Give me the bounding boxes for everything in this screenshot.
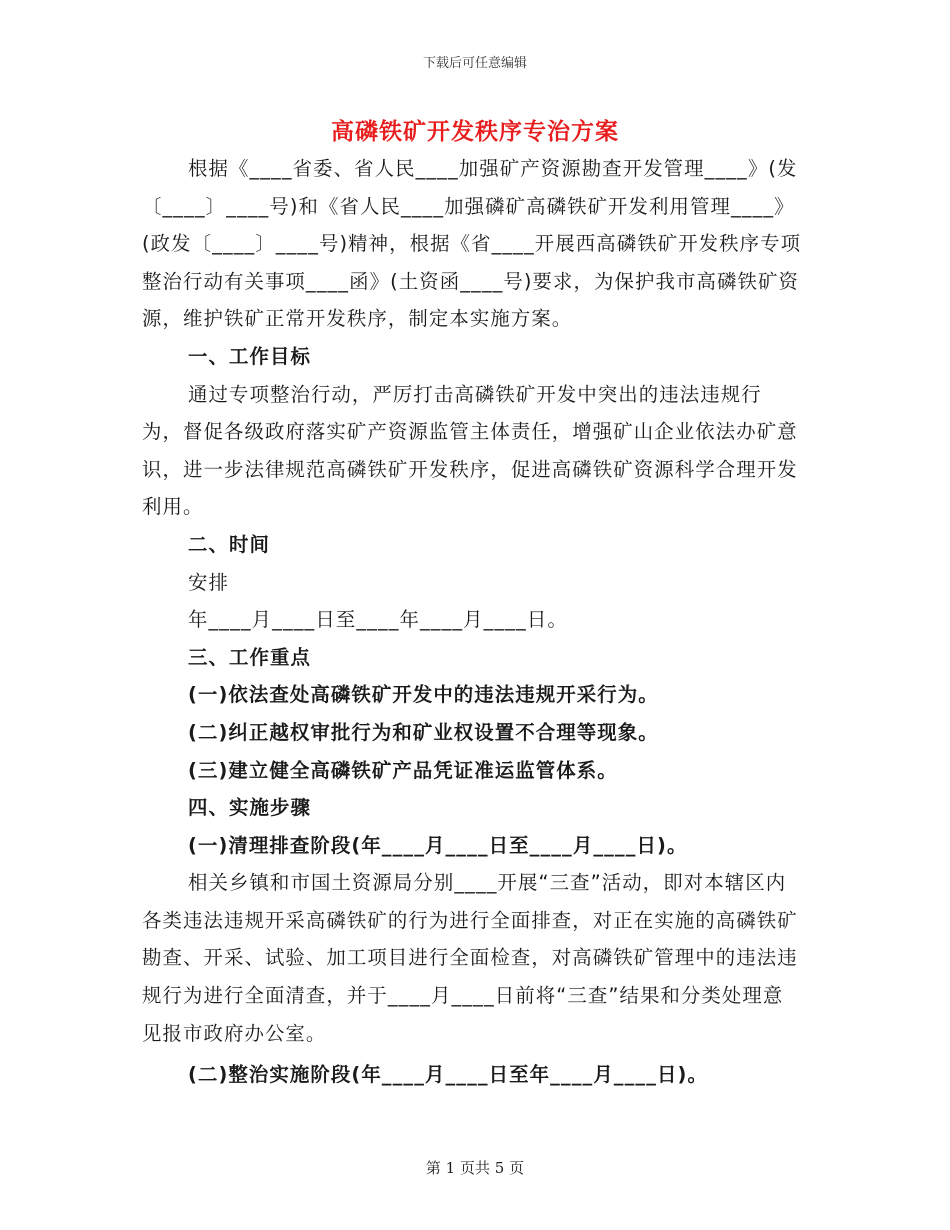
step-1-heading: (一)清理排查阶段(年____月____日至____月____日)。 [188,833,688,857]
section-heading-focus: 三、工作重点 [188,645,311,669]
document-body [142,150,802,1094]
focus-item-3: (三)建立健全高磷铁矿产品凭证准运监管体系。 [188,758,618,782]
page-header: 下载后可任意编辑 [422,56,527,71]
goals-paragraph: 通过专项整治行动，严厉打击高磷铁矿开发中突出的违法违规行为，督促各级政府落实矿产资源监管主体责任，增强矿山企业依法办矿意识，进一步法律规范高磷铁矿开发秩序，促进高磷铁矿资源科学合理开发利用。 [142,382,798,519]
section-heading-goals: 一、工作目标 [188,344,311,368]
step-2-heading: (二)整治实施阶段(年____月____日至年____月____日)。 [188,1063,708,1087]
focus-item-1: (一)依法查处高磷铁矿开发中的违法违规开采行为。 [188,683,659,707]
focus-item-2: (二)纠正越权审批行为和矿业权设置不合理等现象。 [188,720,659,744]
section-heading-steps: 四、实施步骤 [188,796,311,820]
time-label: 安排 [188,570,229,594]
page-footer: 第 1 页共 5 页 [425,1159,525,1177]
step-1-paragraph: 相关乡镇和市国土资源局分别____开展“三查”活动，即对本辖区内各类违法违规开采高磷铁矿的行为进行全面排查，对正在实施的高磷铁矿勘查、开采、试验、加工项目进行全面检查，对高磷铁矿管理中的违法违规行为进行全面清查，并于____月____日前将“三查”结果和分类处理意见报市政府办公室。 [142,871,798,1045]
document-title: 高磷铁矿开发秩序专治方案 [331,118,619,145]
section-heading-time: 二、时间 [188,532,270,556]
intro-paragraph: 根据《____省委、省人民____加强矿产资源勘查开发管理____》(发〔____〕____号)和《省人民____加强磷矿高磷铁矿开发利用管理____》(政发〔____〕____号)精神，根据《省____开展西高磷铁矿开发秩序专项整治行动有关事项____函》(土资函____号)要求，为保护我市高磷铁矿资源，维护铁矿正常开发秩序，制定本实施方案。 [142,157,802,331]
time-range: 年____月____日至____年____月____日。 [188,608,568,632]
